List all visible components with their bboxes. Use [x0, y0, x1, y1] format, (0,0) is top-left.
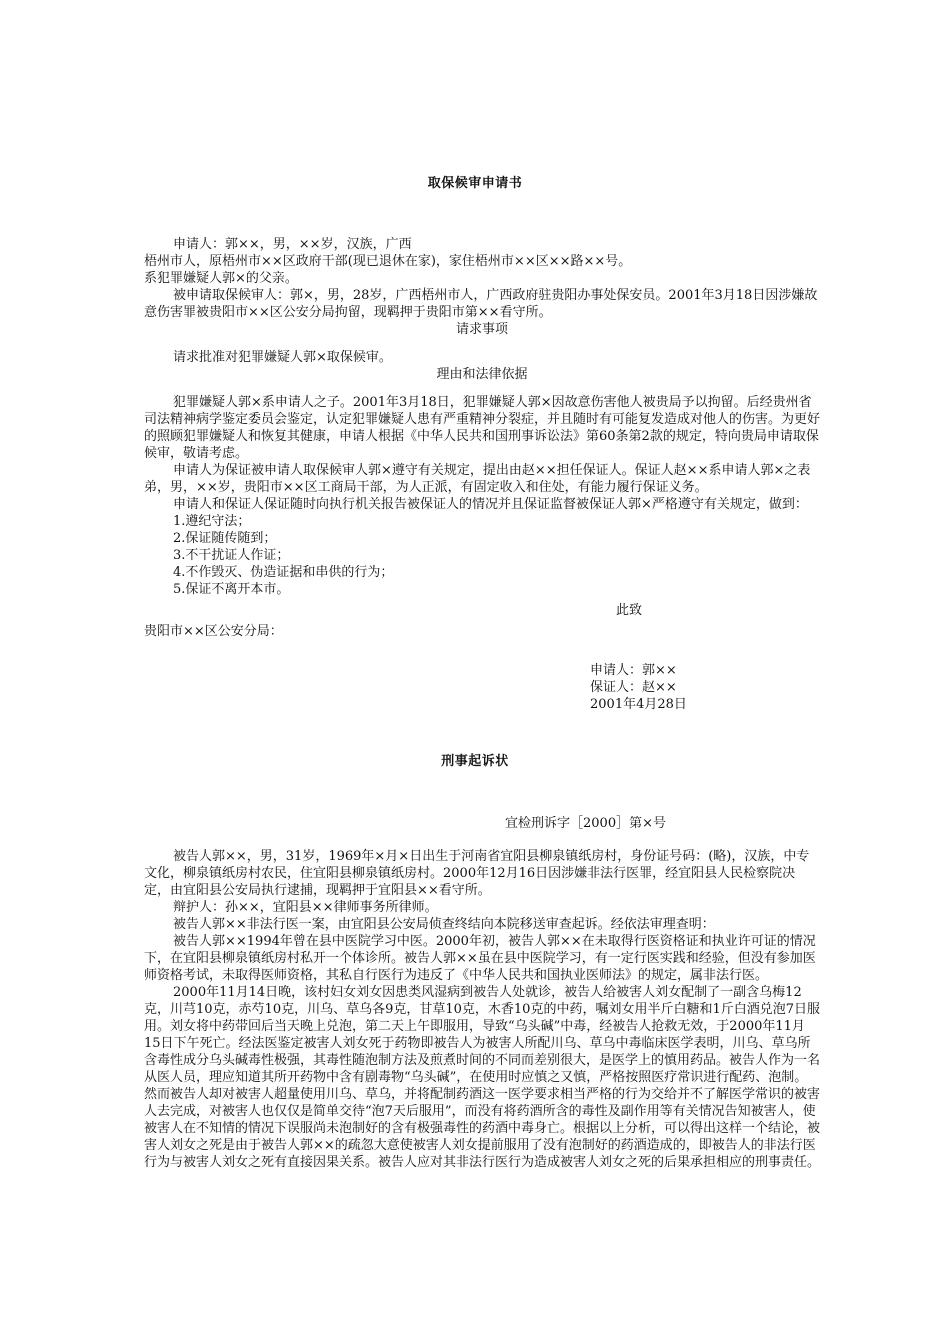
heading-reason: 理由和法律依据 — [436, 367, 528, 382]
addressee: 贵阳市××区公安分局： — [144, 624, 283, 639]
defender-paragraph: 辩护人：孙××，宜阳县××律师事务所律师。 — [173, 900, 438, 915]
guarantee-list — [144, 513, 820, 598]
facts-paragraph-1: 被告人郭××1994年曾在县中医院学习中医。2000年初，被告人郭××在未取得行医资格证和执业许可证的情况下，在宜阳县柳泉镇纸房村私开一个体诊所。被告人郭××虽在县中医院学习，有一定行医实践和经验，但没有参加医师资格考试，未取得医师资格，其私自行医行为违反了《中华人民共和国执业医师法》的规定，属非法行医。 — [144, 934, 816, 983]
applicant-line2: 梧州市人，原梧州市××区政府干部(现已退休在家)，家住梧州市××区××路××号。 — [144, 254, 632, 269]
list-item: 3.不干扰证人作证； — [173, 548, 290, 563]
applicant-line1: 申请人：郭××，男，××岁，汉族，广西 — [173, 237, 412, 252]
request-paragraph: 请求批准对犯罪嫌疑人郭×取保候审。 — [173, 350, 392, 365]
defendant-paragraph: 被告人郭××，男，31岁，1969年×月×日出生于河南省宜阳县柳泉镇纸房村，身份证号码：(略)，汉族，中专文化，柳泉镇纸房村农民，住宜阳县柳泉镇纸房村。2000年12月16日因涉嫌非法行医罪，经宜阳县人民检察院决定，由宜阳县公安局执行逮捕，现羁押于宜阳县××看守所。 — [144, 849, 810, 898]
applicant-line3: 系犯罪嫌疑人郭×的父亲。 — [144, 271, 298, 286]
reason-paragraph-2: 申请人为保证被申请人取保候审人郭×遵守有关规定，提出由赵××担任保证人。保证人赵××系申请人郭×之表弟，男，××岁，贵阳市××区工商局干部，为人正派，有固定收入和住处，有能力履行保证义务。 — [144, 463, 811, 495]
sign-date: 2001年4月28日 — [590, 697, 687, 712]
reason-paragraph-3: 申请人和保证人保证随时向执行机关报告被保证人的情况并且保证监督被保证人郭×严格遵守有关规定，做到： — [173, 497, 808, 512]
doc1-body — [144, 236, 820, 640]
sign-applicant: 申请人：郭×× — [590, 663, 677, 678]
reason-paragraph-1: 犯罪嫌疑人郭×系申请人之子。2001年3月18日，犯罪嫌疑人郭×因故意伤害他人被贵局予以拘留。后经贵州省司法精神病学鉴定委员会鉴定，认定犯罪嫌疑人患有严重精神分裂症，并且随时有可能复发造成对他人的伤害。为更好的照顾犯罪嫌疑人和恢复其健康，申请人根据《中华人民共和国刑事诉讼法》第60条第2款的规定，特向贵局申请取保候审，敬请考虑。 — [144, 395, 821, 461]
signature-block — [590, 662, 687, 713]
respondent-paragraph: 被申请取保候审人：郭×，男，28岁，广西梧州市人，广西政府驻贵阳办事处保安员。2001年3月18日因涉嫌故意伤害罪被贵阳市××区公安分局拘留，现羁押于贵阳市第××看守所。 — [144, 288, 818, 320]
doc1-title: 取保候审申请书 — [427, 176, 523, 191]
list-item: 5.保证不离开本市。 — [173, 582, 290, 597]
list-item: 2.保证随传随到； — [173, 531, 277, 546]
facts-paragraph-2: 2000年11月14日晚，该村妇女刘女因患类风湿病到被告人处就诊，被告人给被害人刘女配制了一副含乌梅12克，川芎10克，赤芍10克，川乌、草乌各9克，甘草10克，木香10克的中药，嘱刘女用半斤白糖和1斤白酒兑泡7日服用。刘女将中药带回后当天晚上兑泡，第二天上午即服用，导致“乌头碱”中毒，经被告人抢救无效，于2000年11月15日下午死亡。经法医鉴定被害人刘女死于药物即被告人为被害人所配川乌、草乌中毒临床医学表明，川乌、草乌所含毒性成分乌头碱毒性极强，其毒性随泡制方法及煎煮时间的不同而差别很大，是医学上的慎用药品。被告人作为一名从医人员，理应知道其所开药物中含有剧毒物“乌头碱”，在使用时应慎之又慎，严格按照医疗常识进行配药、泡制。然而被告人却对被害人超量使用川乌、草乌，并将配制药酒这一医学要求相当严格的行为交给并不了解医学常识的被害人去完成，对被害人也仅仅是简单交待“泡7天后服用”，而没有将药酒所含的毒性及副作用等有关情况告知被害人，使被害人在不知情的情况下误服尚未泡制好的含有极强毒性的药酒中毒身亡。根据以上分析，可以得出这样一个结论，被害人刘女之死是由于被告人郭××的疏忽大意使被害人刘女提前服用了没有泡制好的药酒造成的，即被告人的非法行医行为与被害人刘女之死有直接因果关系。被告人应对其非法行医行为造成被害人刘女之死的后果承担相应的刑事责任。 — [144, 985, 821, 1170]
case-paragraph: 被告人郭××非法行医一案，由宜阳县公安局侦查终结向本院移送审查起诉。经依法审理查明： — [173, 917, 715, 932]
list-item: 4.不作毁灭、伪造证据和串供的行为； — [173, 565, 394, 580]
sign-guarantor: 保证人：赵×× — [590, 680, 677, 695]
doc2-title: 刑事起诉状 — [441, 754, 509, 769]
doc2-body — [144, 848, 820, 1171]
heading-request: 请求事项 — [455, 322, 508, 337]
list-item: 1.遵纪守法； — [173, 514, 251, 529]
closing: 此致 — [616, 603, 643, 618]
doc-number: 宜检刑诉字［2000］第×号 — [505, 816, 666, 831]
